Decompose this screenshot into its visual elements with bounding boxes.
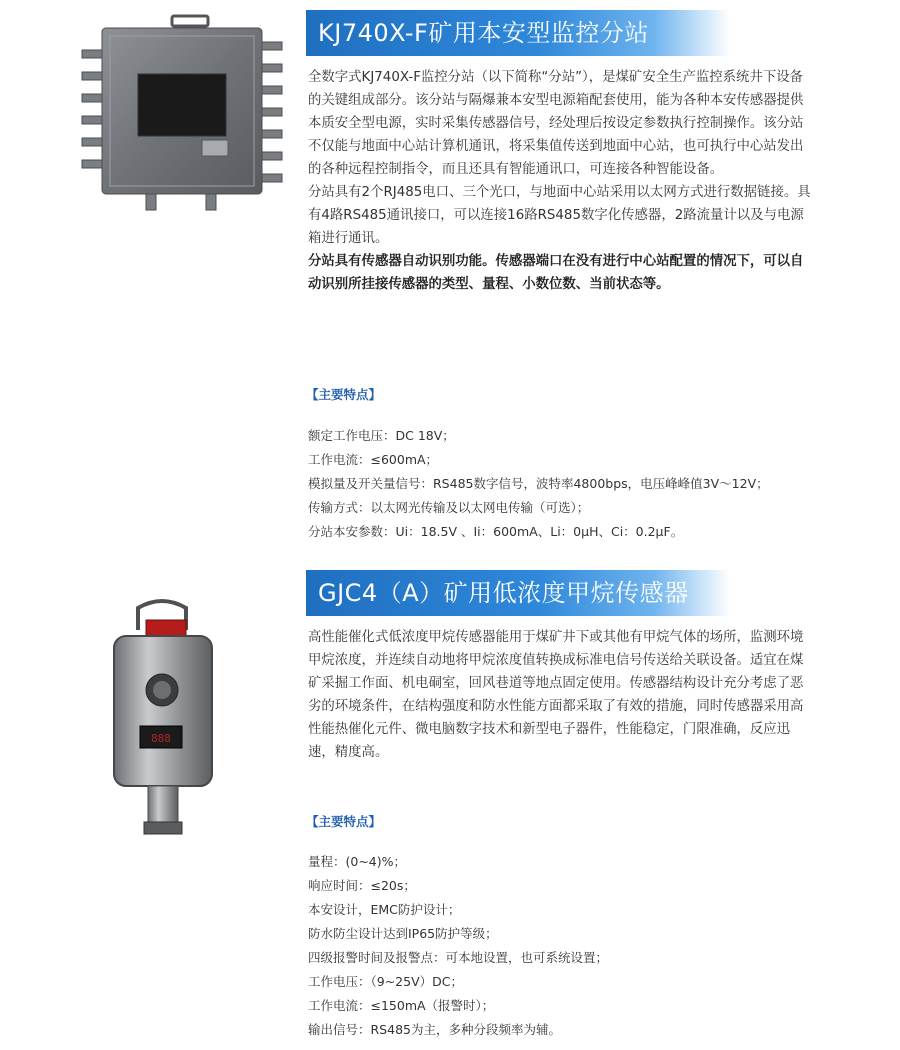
feature-item: 响应时间：≤20s； xyxy=(308,878,416,893)
methane-sensor-image xyxy=(104,598,222,840)
feature-item: 本安设计，EMC防护设计； xyxy=(308,902,461,917)
svg-text:888: 888 xyxy=(151,732,171,745)
feature-item: 工作电流：≤600mA； xyxy=(308,452,439,467)
description-paragraph: 全数字式KJ740X-F监控分站（以下简称“分站”），是煤矿安全生产监控系统井下设备的关键组成部分。该分站与隔爆兼本安型电源箱配套使用，能为各种本安传感器提供本质安全型电源，实时采集传感器信号，经处理后按设定参数执行控制操作。该分站不仅能与地面中心站计算机通讯，将采集值传送到地面中心站，也可执行中心站发出的各种远程控制指令，而且还具有智能通讯口，可连接各种智能设备。 xyxy=(308,70,804,177)
description-paragraph: 高性能催化式低浓度甲烷传感器能用于煤矿井下或其他有甲烷气体的场所，监测环境甲烷浓度，并连续自动地将甲烷浓度值转换成标准电信号传送给关联设备。适宜在煤矿采掘工作面、机电硐室，回风巷道等地点固定使用。传感器结构设计充分考虑了恶劣的环境条件，在结构强度和防水性能方面都采取了有效的措施，同时传感器采用高性能热催化元件、微电脑数字技术和新型电子器件，性能稳定，门限准确，反应迅速，精度高。 xyxy=(308,630,804,760)
substation-product-image xyxy=(76,14,288,214)
features-list xyxy=(308,424,828,544)
feature-item: 分站本安参数：Ui：18.5V 、Ii：600mA、Li：0μH、Ci：0.2μF。 xyxy=(308,524,684,539)
description-paragraph: 分站具有传感器自动识别功能。传感器端口在没有进行中心站配置的情况下，可以自动识别所挂接传感器的类型、量程、小数位数、当前状态等。 xyxy=(308,254,804,292)
section-description xyxy=(308,66,816,296)
section-title: GJC4（A）矿用低浓度甲烷传感器 xyxy=(306,570,730,616)
feature-item: 工作电压：（9~25V）DC； xyxy=(308,974,463,989)
product-section-gjc4 xyxy=(0,560,900,1050)
feature-item: 输出信号：RS485为主，多种分段频率为辅。 xyxy=(308,1022,561,1037)
features-list xyxy=(308,850,828,1042)
feature-item: 模拟量及开关量信号：RS485数字信号，波特率4800bps，电压峰峰值3V～12V； xyxy=(308,476,769,491)
feature-item: 防水防尘设计达到IP65防护等级； xyxy=(308,926,498,941)
feature-item: 量程：(0~4)%； xyxy=(308,854,407,869)
feature-item: 传输方式：以太网光传输及以太网电传输（可选）； xyxy=(308,500,590,515)
features-heading: 【主要特点】 xyxy=(306,387,382,402)
monitoring-substation-icon xyxy=(76,14,288,214)
feature-item: 工作电流：≤150mA（报警时）； xyxy=(308,998,495,1013)
features-heading: 【主要特点】 xyxy=(306,814,382,829)
section-description xyxy=(308,626,816,764)
methane-sensor-icon xyxy=(104,598,222,840)
feature-item: 额定工作电压：DC 18V； xyxy=(308,428,455,443)
feature-item: 四级报警时间及报警点：可本地设置，也可系统设置； xyxy=(308,950,609,965)
section-title: KJ740X-F矿用本安型监控分站 xyxy=(306,10,730,56)
description-paragraph: 分站具有2个RJ485电口、三个光口，与地面中心站采用以太网方式进行数据链接。具有4路RS485通讯接口，可以连接16路RS485数字化传感器，2路流量计以及与电源箱进行通讯。 xyxy=(308,185,811,246)
